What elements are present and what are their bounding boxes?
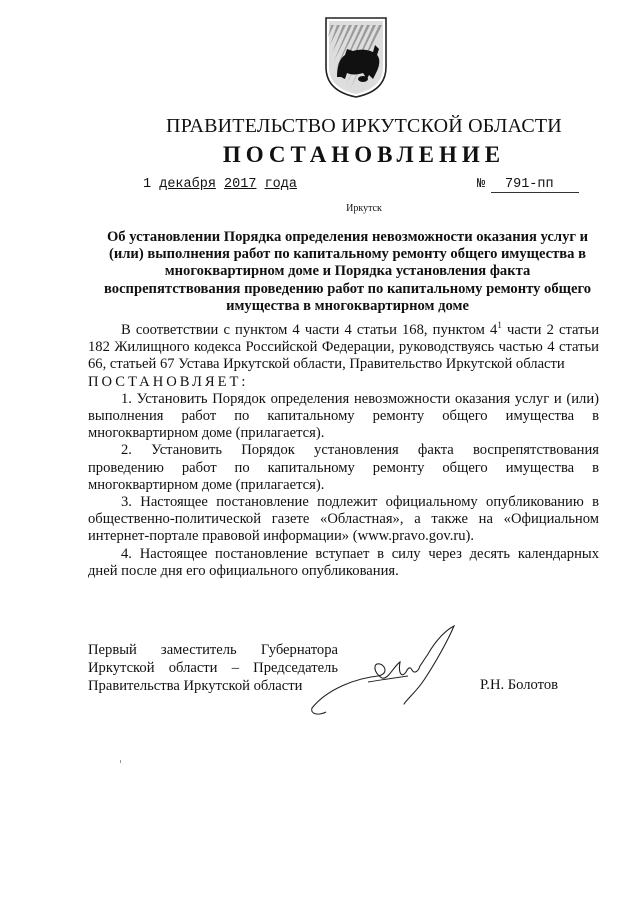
signatory-position	[88, 641, 338, 695]
resolves-heading: ПОСТАНОВЛЯЕТ:	[88, 373, 249, 390]
document-date	[143, 177, 297, 192]
list-item: 1. Установить Порядок определения невозможности оказания услуг и (или) выполнения работ по капитальному ремонту общего имущества в многоквартирном доме (прилагается).	[88, 390, 599, 442]
signatory-line-2: Иркутской области – Председатель	[88, 660, 338, 676]
signatory-line-3: Правительства Иркутской области	[88, 678, 303, 694]
date-year: 2017	[224, 177, 257, 192]
preamble-paragraph	[88, 322, 599, 374]
coat-of-arms-icon	[323, 15, 389, 99]
number-underline	[491, 192, 579, 193]
handwritten-signature	[308, 618, 468, 718]
document-body	[88, 322, 599, 580]
list-item: 2. Установить Порядок установления факта воспрепятствования проведению работ по капитальному ремонту общего имущества в многоквартирном доме (прилагается).	[88, 442, 599, 493]
signatory-name: Р.Н. Болотов	[480, 677, 559, 693]
date-suffix: года	[264, 177, 297, 192]
number-label: №	[477, 177, 486, 192]
document-title: Об установлении Порядка определения невозможности оказания услуг и (или) выполнения работ по капитальному ремонту общего имущества в многоквартирном доме и Порядка установления факта воспрепятствования проведению работ по капитальному ремонту общего имущества в многоквартирном доме	[103, 229, 592, 314]
date-month: декабря	[159, 177, 216, 192]
city-name: Иркутск	[346, 203, 382, 214]
list-item: 4. Настоящее постановление вступает в силу через десять календарных дней после дня его официального опубликования.	[88, 545, 599, 579]
scan-artifact	[120, 760, 121, 763]
preamble-superscript: 1	[497, 320, 502, 331]
preamble-text-2: части 2 статьи 182 Жилищного кодекса Российской Федерации, руководствуясь частью 4 статьи 66, статьей 67 Устава Иркутской области, Правительство Иркутской области	[88, 322, 599, 373]
organization-name: ПРАВИТЕЛЬСТВО ИРКУТСКОЙ ОБЛАСТИ	[166, 115, 562, 137]
document-type: ПОСТАНОВЛЕНИЕ	[222, 142, 506, 167]
signatory-line-1: Первый заместитель Губернатора	[88, 642, 338, 658]
document-number: 791-пп	[505, 177, 554, 192]
preamble-text-1: В соответствии с пунктом 4 части 4 статьи 168, пунктом 4	[121, 322, 498, 338]
list-item: 3. Настоящее постановление подлежит официальному опубликованию в общественно-политической газете «Областная», а также на «Официальном интернет-портале правовой информации» (www.pravo.gov.ru).	[88, 494, 599, 545]
date-day: 1	[143, 177, 152, 192]
